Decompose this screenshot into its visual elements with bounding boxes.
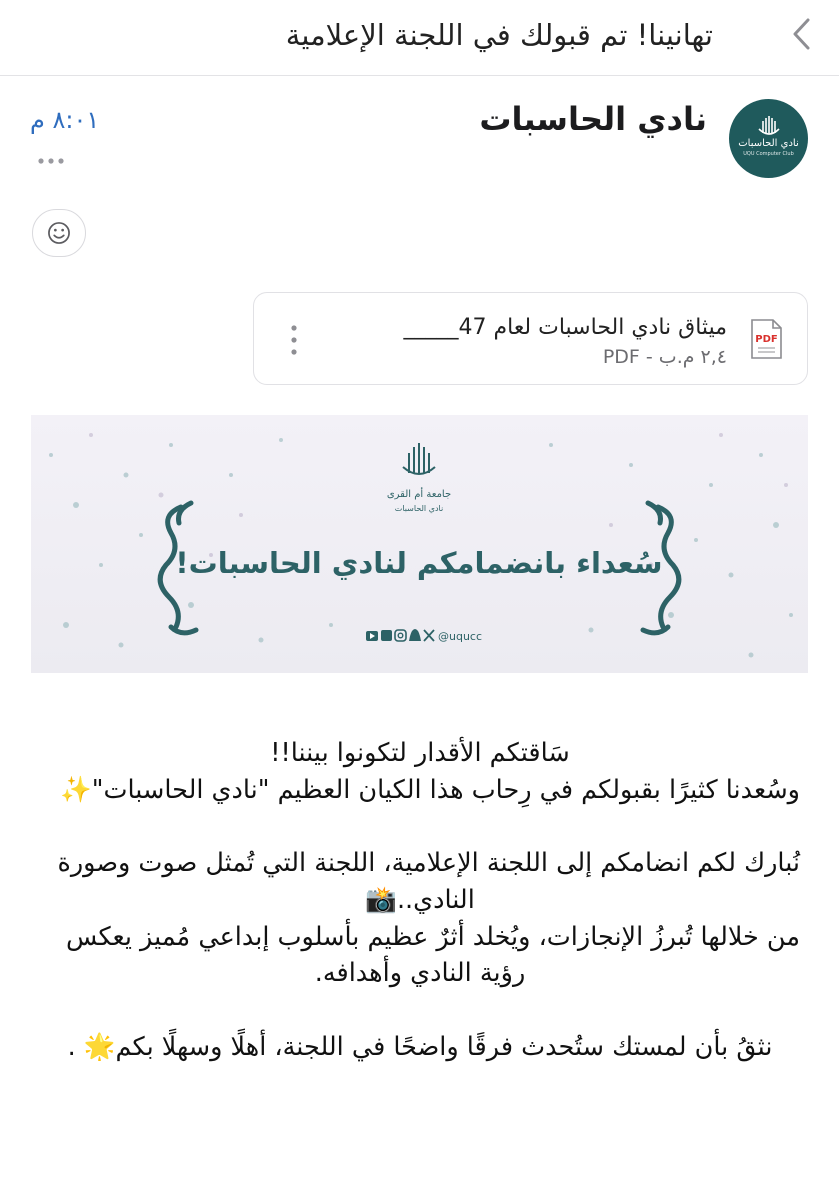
banner-headline: سُعداء بانضمامكم لنادي الحاسبات! xyxy=(175,546,663,580)
sender-avatar[interactable] xyxy=(729,99,808,178)
body-line: وسُعدنا كثيرًا بقبولكم في رِحاب هذا الكيان العظيم "نادي الحاسبات"✨ xyxy=(60,774,800,805)
banner-club: نادي الحاسبات xyxy=(394,504,444,513)
body-line: نُبارك لكم انضامكم إلى اللجنة الإعلامية، اللجنة التي تُمثل صوت وصورة xyxy=(57,848,800,879)
chevron-left-icon[interactable] xyxy=(782,14,822,54)
vertical-ellipsis-icon[interactable] xyxy=(286,323,302,357)
club-logo xyxy=(729,99,808,178)
avatar-subtitle: UQU Computer Club xyxy=(743,151,794,157)
banner-university: جامعة أم القرى xyxy=(386,489,452,500)
smiley-icon xyxy=(33,210,85,256)
svg-text:PDF: PDF xyxy=(755,334,778,345)
top-bar xyxy=(0,0,839,76)
ellipsis-icon[interactable] xyxy=(36,152,66,170)
paragraph-committee xyxy=(40,845,800,992)
social-icons xyxy=(366,629,482,643)
body-line: نثقُ بأن لمستك ستُحدث فرقًا واضحًا في اللجنة، أهلًا وسهلًا بكم🌟 . xyxy=(67,1031,773,1062)
banner-artwork xyxy=(31,415,808,673)
body-line: رؤية النادي وأهدافه. xyxy=(314,958,526,989)
linkedin-icon xyxy=(381,630,392,641)
instagram-icon xyxy=(395,630,406,641)
university-logo-icon xyxy=(403,443,435,474)
pdf-file-icon xyxy=(749,318,783,360)
attachment-name: ميثاق نادي الحاسبات لعام 47_____ xyxy=(403,315,727,340)
paragraph-welcome xyxy=(40,735,800,808)
banner-handle: @uqucc xyxy=(438,630,483,643)
message-time: ٨:٠١ م xyxy=(30,106,100,134)
body-line: النادي..📸 xyxy=(365,884,475,915)
snapchat-icon xyxy=(409,629,421,641)
body-line: من خلالها تُبرزُ الإنجازات، ويُخلد أثرٌ عظيم بأسلوب إبداعي مُميز يعكس xyxy=(65,921,800,952)
avatar-title: نادي الحاسبات xyxy=(738,138,799,149)
x-icon xyxy=(424,630,434,641)
message-body xyxy=(40,735,800,1065)
body-line: سَاقتكم الأقدار لتكونوا بيننا!! xyxy=(270,738,570,768)
email-subject: تهانينا! تم قبولك في اللجنة الإعلامية xyxy=(285,18,713,52)
add-reaction-button[interactable] xyxy=(32,209,86,257)
attachment-meta: ٢,٤ م.ب - PDF xyxy=(602,346,727,368)
sender-name: نادي الحاسبات xyxy=(479,100,707,138)
pdf-attachment[interactable] xyxy=(253,292,808,385)
paragraph-closing xyxy=(40,1029,800,1066)
welcome-banner xyxy=(31,415,808,673)
